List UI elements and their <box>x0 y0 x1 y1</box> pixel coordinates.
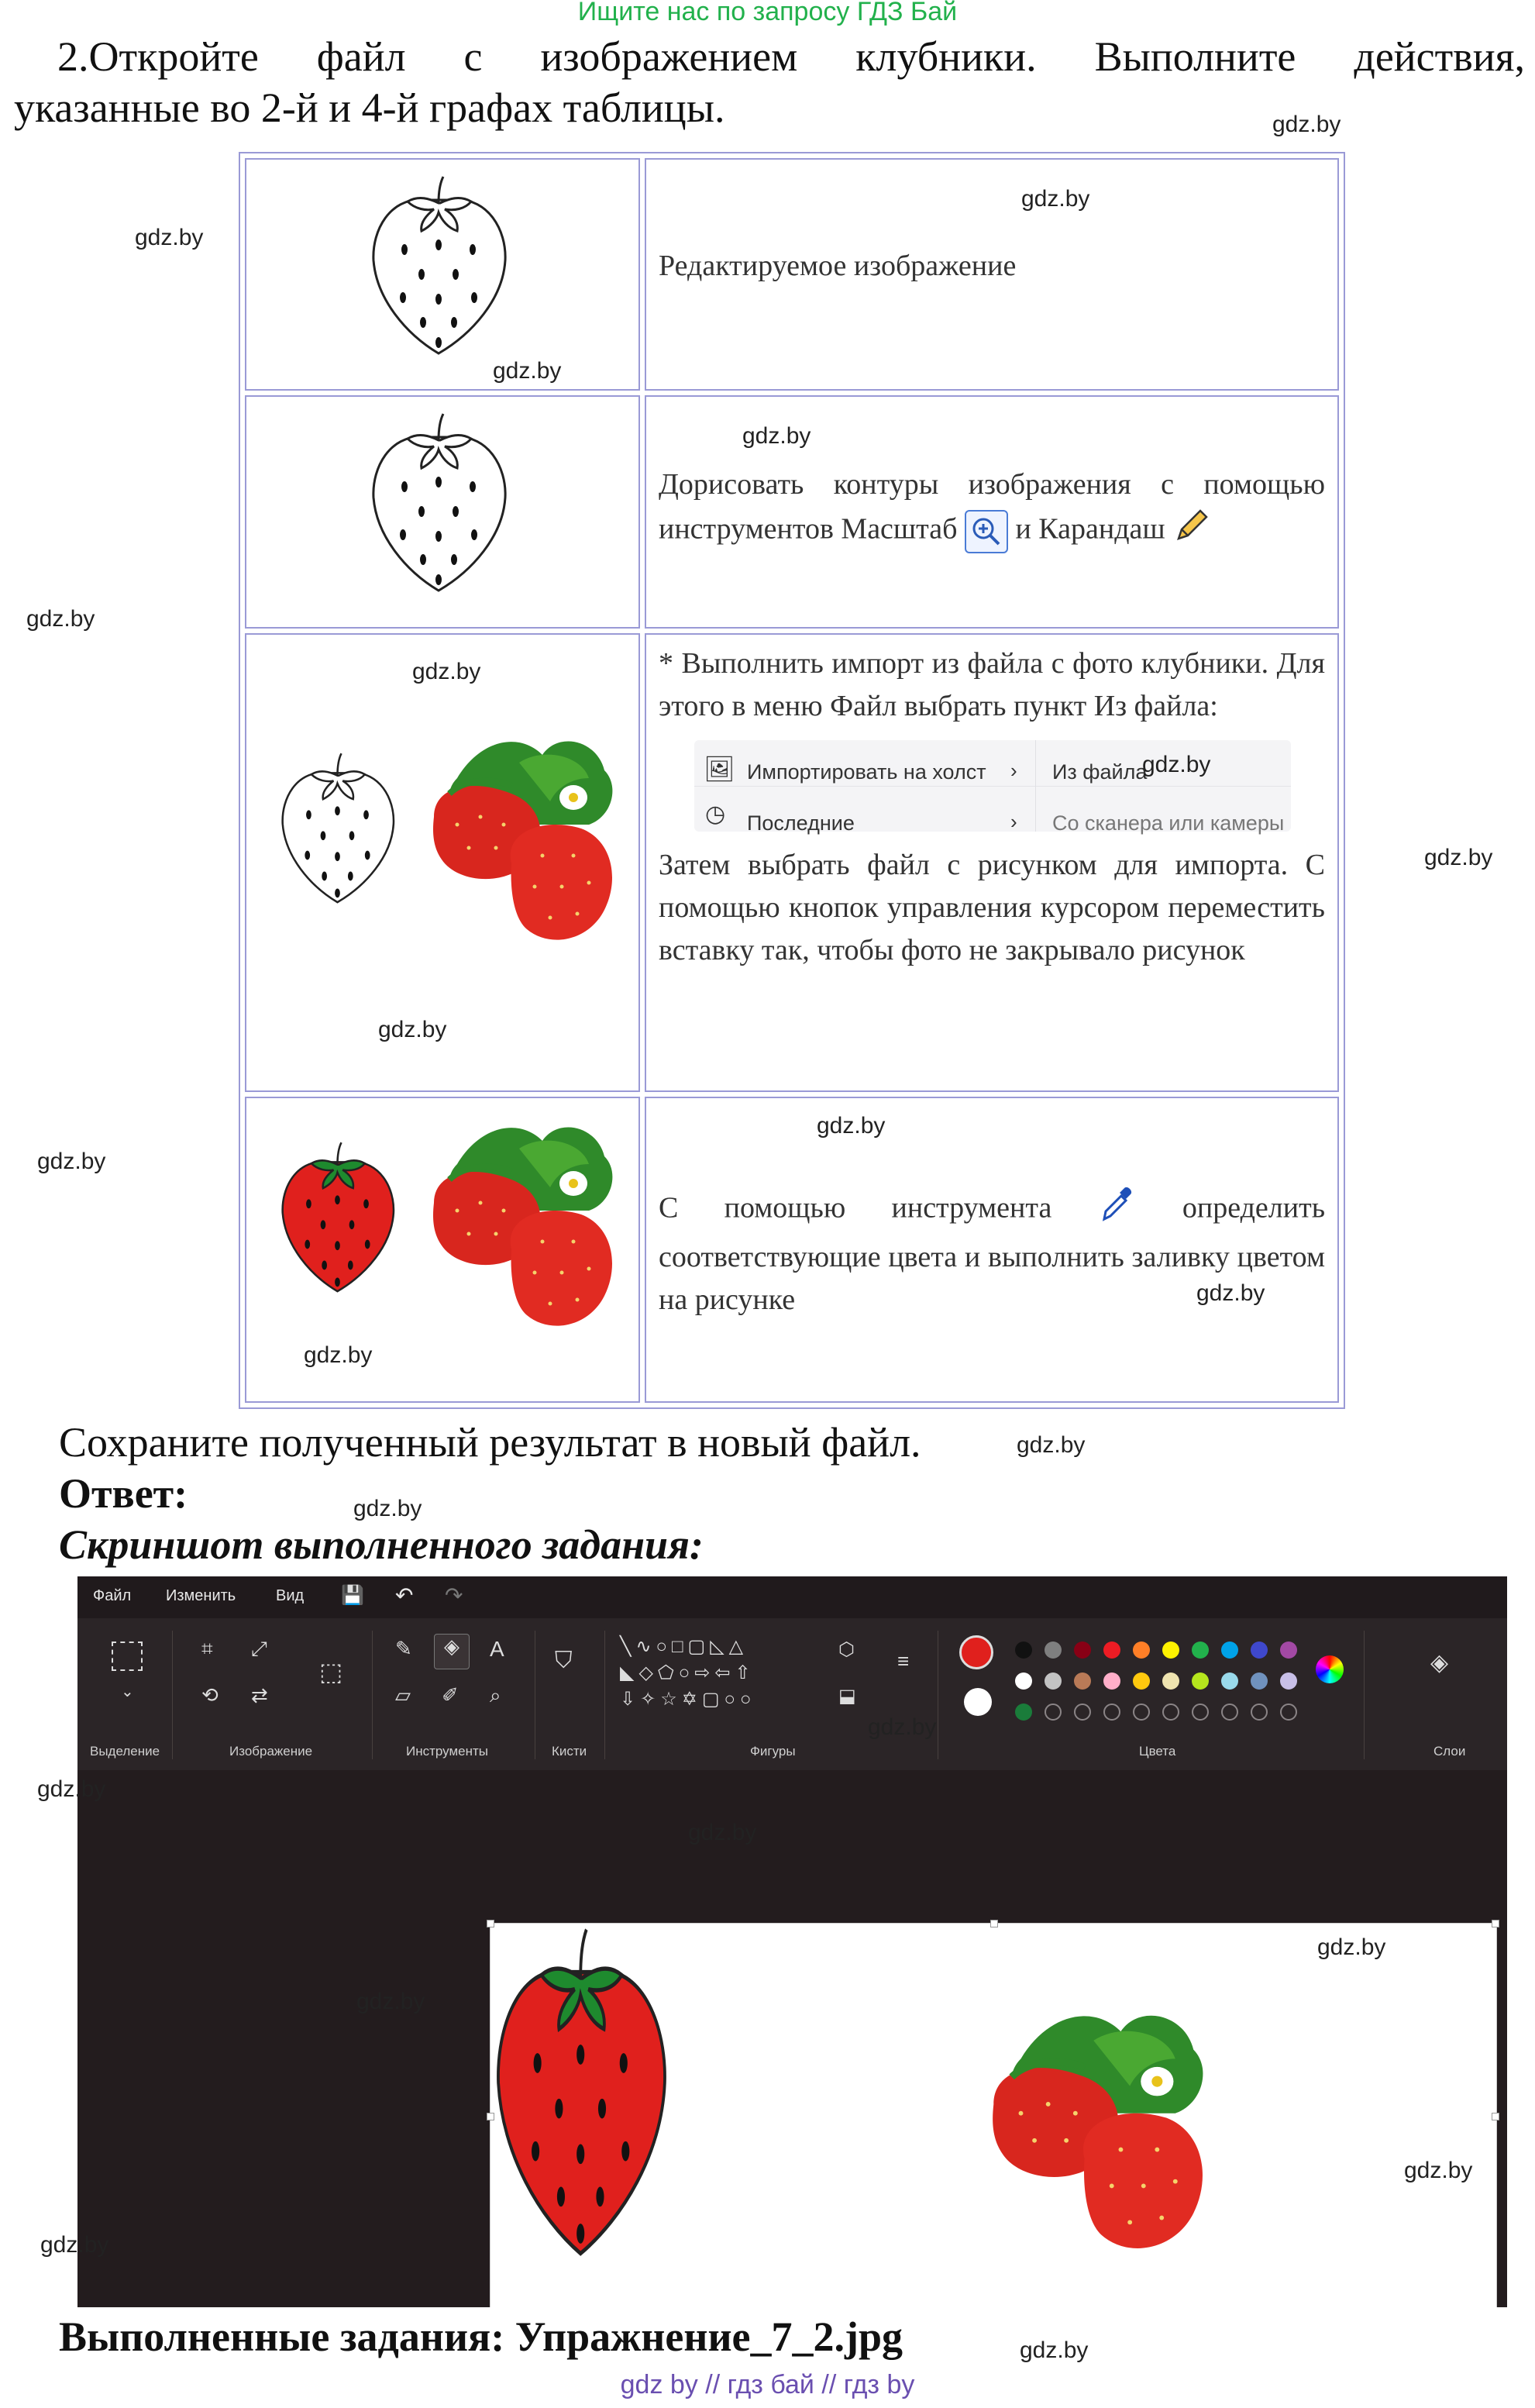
watermark: gdz.by <box>1272 112 1341 137</box>
color-swatch[interactable] <box>1280 1642 1297 1659</box>
color-swatch[interactable] <box>1162 1642 1179 1659</box>
strawberry-colored-icon <box>277 1140 401 1299</box>
row1-image <box>245 158 640 391</box>
group-colors: Цвета <box>1139 1744 1176 1759</box>
empty-color-swatch[interactable] <box>1192 1704 1209 1721</box>
chevron-right-icon: › <box>1010 758 1017 782</box>
task-line-2: указанные во 2-й и 4-й графах таблицы. <box>14 84 725 131</box>
color-swatch[interactable] <box>1015 1642 1032 1659</box>
color-swatch[interactable] <box>1074 1642 1091 1659</box>
empty-color-swatch[interactable] <box>1133 1704 1150 1721</box>
chevron-down-icon[interactable]: ⌄ <box>121 1683 134 1700</box>
color-swatch[interactable] <box>1133 1673 1150 1690</box>
watermark: gdz.by <box>817 1113 886 1139</box>
watermark: gdz.by <box>26 606 95 632</box>
watermark: gdz.by <box>37 1776 106 1802</box>
watermark: gdz.by <box>1020 2337 1089 2363</box>
color-swatch[interactable] <box>1015 1673 1032 1690</box>
strawberry-colored-icon <box>490 1927 676 2268</box>
strawberry-photo-icon <box>426 1114 628 1346</box>
color-swatch[interactable] <box>1045 1673 1062 1690</box>
redo-icon[interactable]: ↷ <box>445 1583 463 1607</box>
saved-file-line: Выполненные задания: Упражнение_7_2.jpg <box>59 2313 903 2360</box>
empty-color-swatch[interactable] <box>1103 1704 1120 1721</box>
task-line-1: 2.Откройте файл с изображением клубники. Выполните действия, <box>57 33 1525 80</box>
menu-view[interactable]: Вид <box>276 1587 305 1604</box>
active-color-swatch[interactable] <box>959 1635 993 1669</box>
steps-table <box>239 152 1345 1409</box>
row2-text <box>659 463 1325 557</box>
submenu-scanner: Со сканера или камеры <box>1052 811 1285 835</box>
row4-text-b: определить соответствующие цвета и выполнить заливку цветом на рисунке <box>659 1192 1326 1317</box>
undo-icon[interactable]: ↶ <box>395 1583 414 1607</box>
crop-icon[interactable]: ⌗ <box>201 1637 213 1660</box>
row3-text-a: * Выполнить импорт из файла с фото клубники. Для этого в меню Файл выбрать пункт Из файла: <box>659 646 1325 722</box>
watermark: gdz.by <box>304 1342 373 1368</box>
clock-icon: ◷ <box>705 801 726 827</box>
secondary-color-swatch[interactable] <box>964 1688 992 1716</box>
color-swatch[interactable] <box>1221 1642 1238 1659</box>
color-swatch[interactable] <box>1192 1642 1209 1659</box>
color-swatch[interactable] <box>1162 1673 1179 1690</box>
footer-links[interactable]: gdz by // гдз бай // гдз by <box>620 2370 915 2399</box>
menu-file[interactable]: Файл <box>93 1587 132 1604</box>
color-swatch[interactable] <box>1103 1642 1120 1659</box>
watermark: gdz.by <box>1317 1934 1386 1960</box>
color-swatch[interactable] <box>1251 1673 1268 1690</box>
color-swatch[interactable] <box>1221 1673 1238 1690</box>
group-brushes: Кисти <box>552 1744 587 1759</box>
color-swatch[interactable] <box>1192 1673 1209 1690</box>
ribbon-divider <box>372 1631 373 1759</box>
watermark: gdz.by <box>40 2232 109 2258</box>
row2-text-b: и Карандаш <box>1015 513 1165 546</box>
brush-icon[interactable]: ⛉ <box>555 1648 573 1673</box>
watermark: gdz.by <box>688 1820 757 1845</box>
paint-ribbon <box>77 1618 1507 1770</box>
empty-color-swatch[interactable] <box>1074 1704 1091 1721</box>
magnifier-icon[interactable]: ⌕ <box>490 1683 501 1707</box>
watermark: gdz.by <box>1142 752 1211 777</box>
shape-fill-icon[interactable]: ⬓ <box>838 1686 856 1707</box>
row3-text-cell <box>645 633 1339 1093</box>
resize-handle[interactable] <box>1492 2113 1499 2120</box>
paint-canvas[interactable] <box>490 1923 1497 2307</box>
watermark: gdz.by <box>868 1714 937 1740</box>
watermark: gdz.by <box>742 423 811 449</box>
color-swatch[interactable] <box>1015 1704 1032 1721</box>
color-swatch[interactable] <box>1251 1642 1268 1659</box>
resize-handle[interactable] <box>487 2113 494 2120</box>
size-icon[interactable]: ≡ <box>897 1649 910 1673</box>
pencil-icon <box>1172 506 1211 557</box>
menu-divider <box>1035 740 1036 832</box>
row2-image <box>245 395 640 628</box>
empty-color-swatch[interactable] <box>1221 1704 1238 1721</box>
color-swatch[interactable] <box>1074 1673 1091 1690</box>
empty-color-swatch[interactable] <box>1045 1704 1062 1721</box>
resize-handle[interactable] <box>990 1920 998 1927</box>
menu-edit[interactable]: Изменить <box>166 1587 236 1604</box>
menu-item-recent: Последние <box>747 811 855 835</box>
ribbon-divider <box>1364 1631 1365 1759</box>
chevron-right-icon: › <box>1010 809 1017 833</box>
save-icon[interactable]: 💾 <box>341 1585 364 1606</box>
color-swatch[interactable] <box>1280 1673 1297 1690</box>
row1-text-cell <box>645 158 1339 391</box>
paint-menubar <box>77 1576 1507 1618</box>
group-image: Изображение <box>229 1744 313 1759</box>
watermark: gdz.by <box>1196 1280 1265 1306</box>
resize-handle[interactable] <box>1492 1920 1499 1927</box>
menu-item-import: Импортировать на холст <box>747 760 986 784</box>
strawberry-photo-icon <box>426 728 628 960</box>
ribbon-divider <box>604 1631 605 1759</box>
row4-text-cell <box>645 1097 1339 1403</box>
row3-text-b: Затем выбрать файл с рисунком для импорта. С помощью кнопок управления курсором переместить вставку так, чтобы фото не закрывало рисунок <box>659 848 1325 966</box>
watermark: gdz.by <box>356 1989 425 2014</box>
group-layers: Слои <box>1433 1744 1466 1759</box>
row1-text: Редактируемое изображение <box>659 250 1017 282</box>
watermark: gdz.by <box>353 1496 422 1521</box>
answer-label: Ответ: <box>59 1470 188 1517</box>
strawberry-photo-icon <box>971 2004 1234 2268</box>
color-swatch[interactable] <box>1133 1642 1150 1659</box>
group-shapes: Фигуры <box>750 1744 796 1759</box>
shapes-gallery-icon[interactable]: ╲∿○□▢◺△ ◣◇⬠○⇨⇦⇧ ⇩✧☆✡▢○○ <box>620 1636 756 1710</box>
row4-text-a: С помощью инструмента <box>659 1192 1052 1225</box>
color-swatch[interactable] <box>1103 1673 1120 1690</box>
image-icon: 🖼 <box>704 754 735 783</box>
submenu-from-file: Из файла <box>1052 760 1148 784</box>
empty-color-swatch[interactable] <box>1251 1704 1268 1721</box>
watermark: gdz.by <box>378 1017 447 1042</box>
text-tool-icon[interactable]: A <box>490 1637 504 1661</box>
watermark: gdz.by <box>493 358 562 384</box>
watermark: gdz.by <box>135 225 204 250</box>
table-row <box>245 1097 1339 1403</box>
watermark: gdz.by <box>37 1149 106 1174</box>
watermark: gdz.by <box>412 659 481 684</box>
group-selection: Выделение <box>90 1744 160 1759</box>
pencil-tool-icon[interactable]: ✎ <box>395 1637 412 1660</box>
paint-window <box>77 1576 1507 2307</box>
resize-handle[interactable] <box>487 1920 494 1927</box>
strawberry-outline-icon <box>367 412 515 598</box>
group-tools: Инструменты <box>406 1744 489 1759</box>
rotate-icon[interactable]: ⟲ <box>201 1683 219 1707</box>
layers-icon[interactable]: ◈ <box>1430 1650 1449 1676</box>
outline-icon[interactable]: ⬡ <box>838 1639 855 1660</box>
color-picker-tool-icon[interactable]: ✐ <box>442 1683 459 1707</box>
flip-icon[interactable]: ⇄ <box>251 1683 268 1707</box>
screenshot-label: Скриншот выполненного задания: <box>59 1521 704 1568</box>
empty-color-swatch[interactable] <box>1280 1704 1297 1721</box>
save-instruction: Сохраните полученный результат в новый файл. <box>59 1419 921 1466</box>
color-swatch[interactable] <box>1045 1642 1062 1659</box>
fill-tool-icon[interactable]: ◈ <box>434 1634 470 1669</box>
watermark: gdz.by <box>1404 2158 1473 2183</box>
zoom-icon <box>965 510 1008 553</box>
strawberry-outline-icon <box>277 751 401 910</box>
edit-colors-icon[interactable] <box>1316 1655 1344 1683</box>
ribbon-divider <box>172 1631 173 1759</box>
header-link[interactable]: Ищите нас по запросу ГДЗ Бай <box>577 0 958 26</box>
watermark: gdz.by <box>1424 845 1493 870</box>
watermark: gdz.by <box>1021 186 1090 212</box>
selection-icon[interactable] <box>112 1642 143 1671</box>
image-select-icon[interactable]: ⬚ <box>319 1658 343 1686</box>
empty-color-swatch[interactable] <box>1162 1704 1179 1721</box>
resize-icon[interactable]: ⤢ <box>251 1637 267 1660</box>
eraser-icon[interactable]: ▱ <box>395 1683 411 1707</box>
row2-text-a: Дорисовать контуры изображения с помощью инструментов Масштаб <box>659 468 1325 546</box>
table-row <box>245 158 1339 391</box>
watermark: gdz.by <box>1017 1432 1086 1458</box>
color-picker-icon <box>1098 1185 1137 1236</box>
strawberry-outline-icon <box>367 175 515 361</box>
